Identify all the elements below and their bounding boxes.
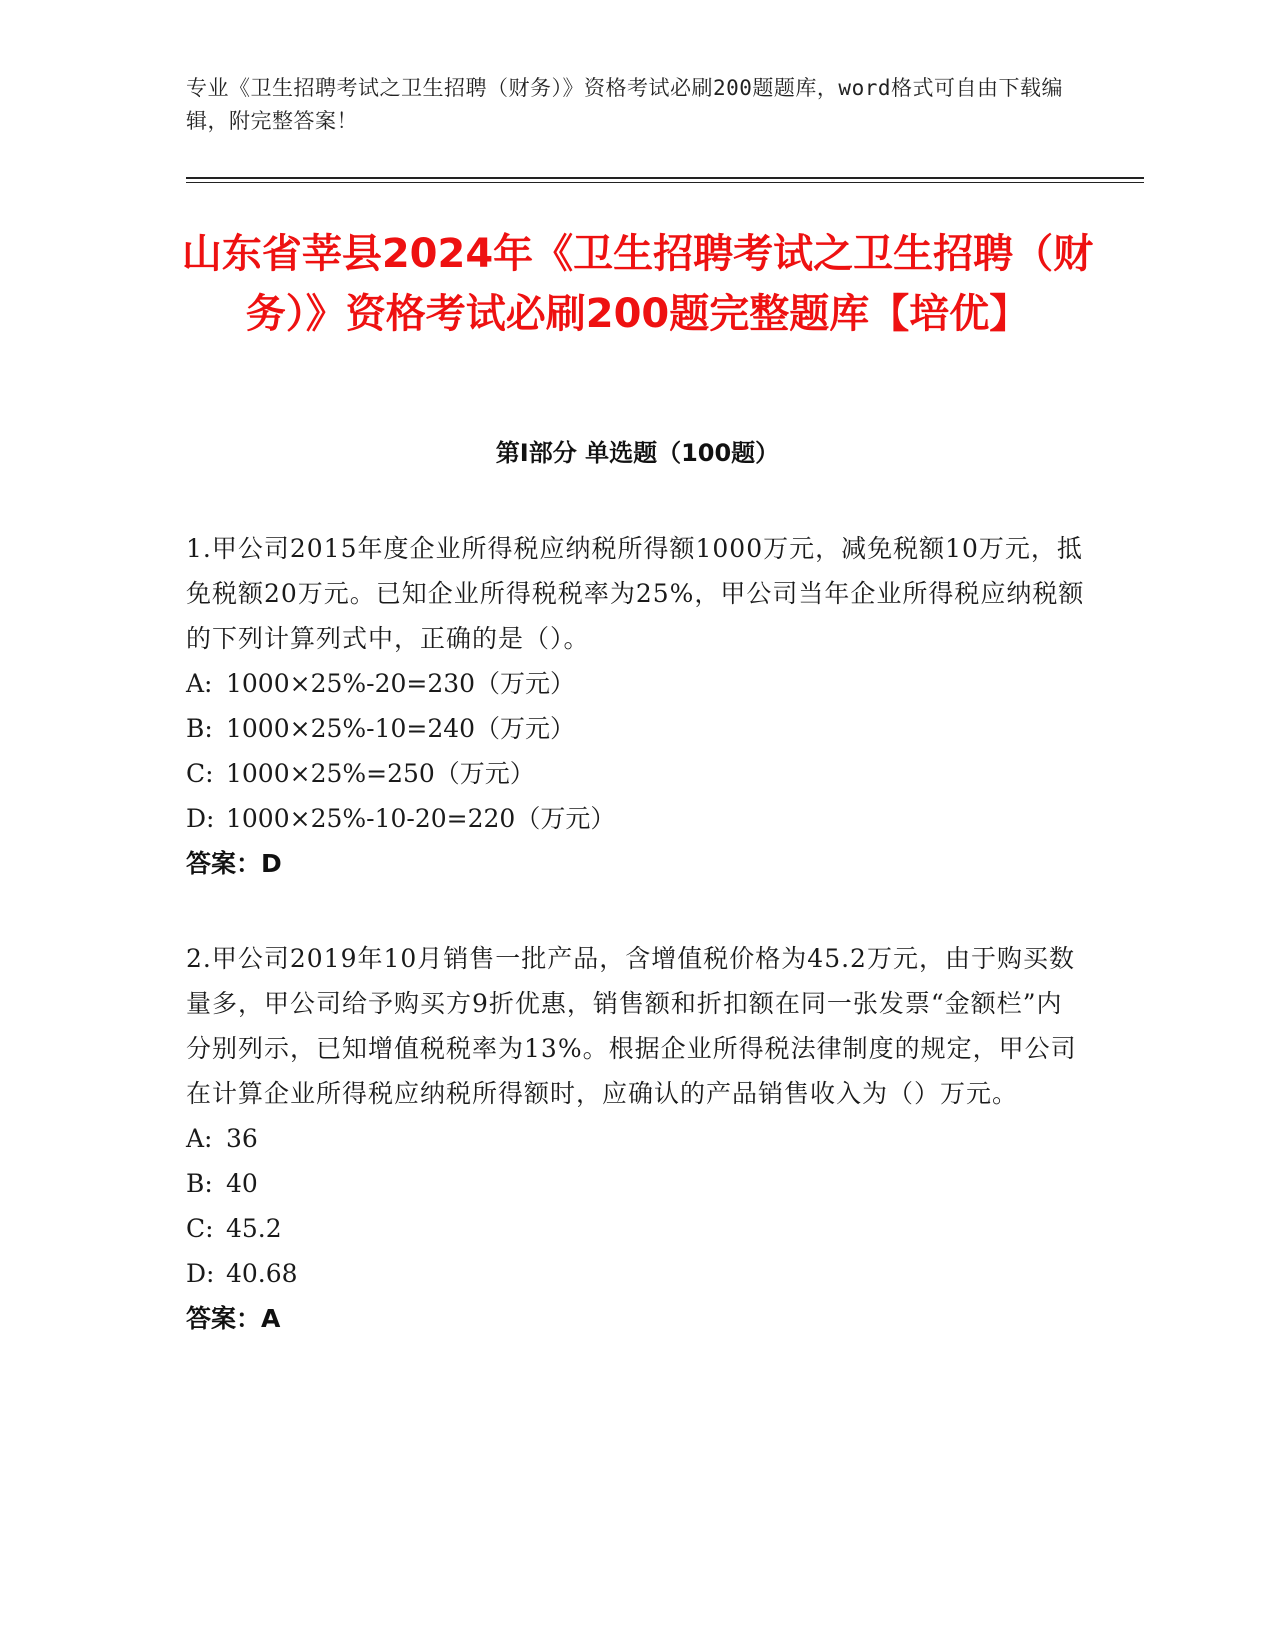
option-c: [186, 1206, 1086, 1251]
option-key: A:: [186, 1124, 213, 1153]
option-key: C:: [186, 759, 214, 788]
option-d: [186, 1251, 1086, 1296]
option-a: [186, 661, 1086, 706]
option-b: [186, 1161, 1086, 1206]
option-text: 1000×25%-10-20=220（万元）: [226, 804, 616, 833]
option-list: [186, 661, 1086, 841]
option-text: 40: [226, 1169, 258, 1198]
option-text: 45.2: [226, 1214, 282, 1243]
option-a: [186, 1116, 1086, 1161]
option-text: 40.68: [226, 1259, 298, 1288]
header-note: 专业《卫生招聘考试之卫生招聘（财务）》资格考试必刷200题题库，word格式可自由下载编辑，附完整答案！: [186, 76, 1063, 133]
option-b: [186, 706, 1086, 751]
option-c: [186, 751, 1086, 796]
option-list: [186, 1116, 1086, 1296]
option-key: B:: [186, 714, 213, 743]
option-key: A:: [186, 669, 213, 698]
option-text: 1000×25%-10=240（万元）: [226, 714, 576, 743]
option-d: [186, 796, 1086, 841]
option-key: B:: [186, 1169, 213, 1198]
option-key: D:: [186, 1259, 215, 1288]
answer-line: 答案：D: [186, 849, 282, 878]
question-stem: 2.甲公司2019年10月销售一批产品，含增值税价格为45.2万元，由于购买数量多，甲公司给予购买方9折优惠，销售额和折扣额在同一张发票“金额栏”内分别列示，已知增值税税率为13%。根据企业所得税法律制度的规定，甲公司在计算企业所得税应纳税所得额时，应确认的产品销售收入为（）万元。: [186, 944, 1077, 1108]
document-title: 山东省莘县2024年《卫生招聘考试之卫生招聘（财务）》资格考试必刷200题完整题库【培优】: [181, 231, 1094, 337]
option-key: D:: [186, 804, 215, 833]
header-divider-thin: [186, 182, 1144, 183]
section-title: 第I部分 单选题（100题）: [495, 439, 780, 467]
question-1: [186, 526, 1086, 886]
question-stem: 1.甲公司2015年度企业所得税应纳税所得额1000万元，减免税额10万元，抵免税额20万元。已知企业所得税税率为25%，甲公司当年企业所得税应纳税额的下列计算列式中，正确的是（）。: [186, 534, 1085, 653]
option-text: 1000×25%-20=230（万元）: [226, 669, 576, 698]
question-2: [186, 936, 1086, 1341]
option-text: 36: [226, 1124, 258, 1153]
option-text: 1000×25%=250（万元）: [226, 759, 535, 788]
answer-line: 答案：A: [186, 1304, 281, 1333]
header-divider-thick: [186, 177, 1144, 179]
option-key: C:: [186, 1214, 214, 1243]
